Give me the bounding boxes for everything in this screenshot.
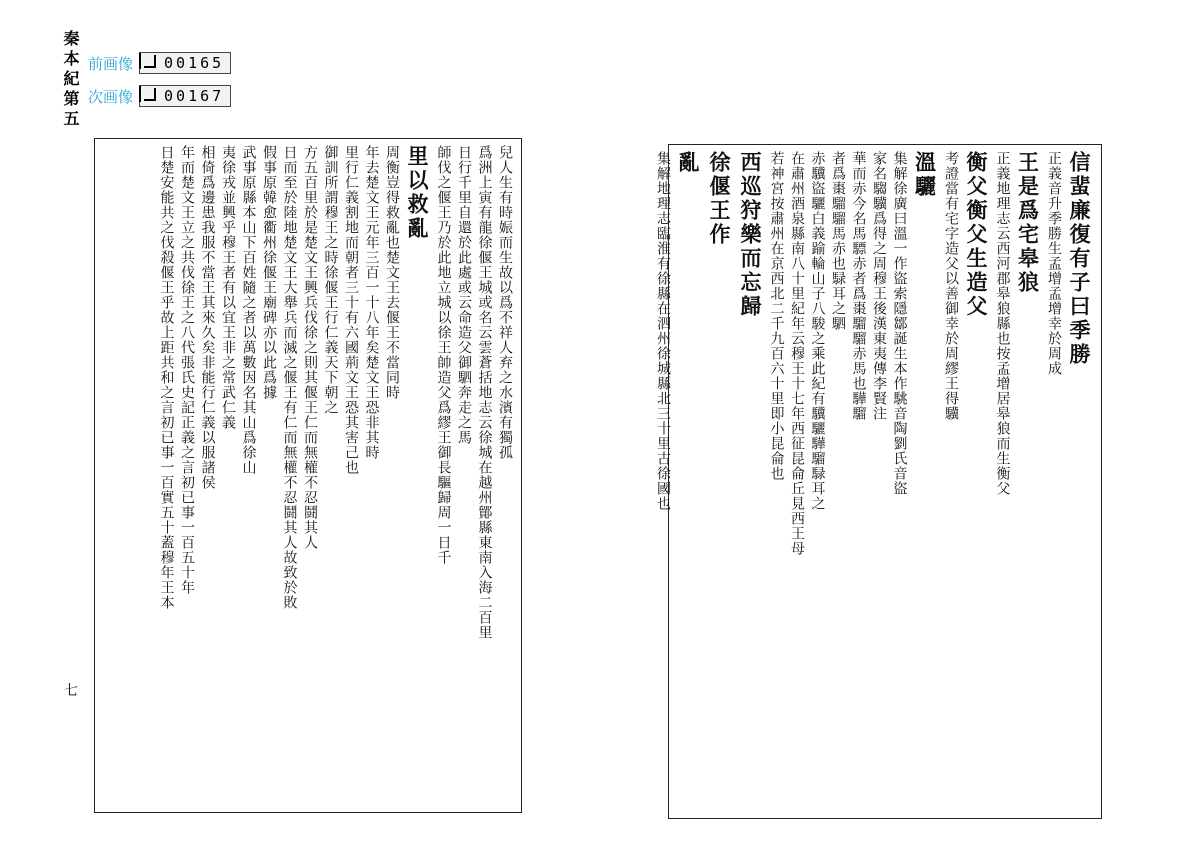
page-corner-icon xyxy=(144,88,156,101)
left-text-block xyxy=(101,145,515,806)
text-column: 年去楚文王元年三百一十八年矣楚文王恐非其時 xyxy=(363,145,380,460)
text-column: 西巡狩樂而忘歸 xyxy=(738,151,763,319)
text-column: 華而赤今名馬驃赤者爲棗騮騮赤馬也驊騮 xyxy=(850,151,867,421)
right-page-frame xyxy=(655,144,1102,819)
prev-image-link[interactable]: 前画像 xyxy=(88,54,134,73)
text-column: 信蜚廉復有子曰季勝 xyxy=(1067,151,1092,367)
text-column: 里以救亂 xyxy=(405,145,430,241)
text-column: 正義地理志云西河郡皋狼縣也按孟增居皋狼而生衡父 xyxy=(994,151,1011,496)
text-column: 爲洲上寅有龍徐偃王城或名云雲蒼括地志云徐城在越州鄮縣東南入海二百里 xyxy=(476,145,493,640)
text-column: 年而楚文王立之共伐徐王之八代張氏史記正義之言初已事一百五十年 xyxy=(179,145,195,595)
text-column: 家名騶驥爲得之周穆王後漢東夷傳李賢注 xyxy=(871,151,887,421)
text-column: 御訓所謂穆王之時徐偃王行仁義天下朝之 xyxy=(322,145,339,415)
text-column: 日楚安能共之伐殺偃王乎故上距共和之言初已事一百實五十蓋穆年王本 xyxy=(158,145,175,610)
next-image-row xyxy=(88,85,231,107)
left-folio: 七 xyxy=(64,683,78,699)
text-column: 衡父衡父生造父 xyxy=(964,151,989,319)
prev-page-number: 00165 xyxy=(164,54,225,72)
text-column: 者爲棗騮騮馬赤也騄耳之駟 xyxy=(830,151,846,331)
text-column: 若神宮按肅州在京西北二千九百六十里即小昆侖也 xyxy=(768,151,785,481)
text-column: 溫驪 xyxy=(912,151,938,199)
text-column: 兒人生有時娠而生故以爲不祥人弃之水濱有獨孤 xyxy=(497,145,513,460)
text-column: 里行仁義割地而朝者三十有六國荊文王恐其害己也 xyxy=(343,145,359,475)
text-column: 相倚爲邊患我服不當王其來久矣非能行仁義以服諸侯 xyxy=(199,145,216,490)
left-page xyxy=(82,138,542,828)
next-page-number: 00167 xyxy=(164,87,225,105)
left-margin-title: 秦本紀第五 xyxy=(61,30,80,130)
text-column: 在肅州酒泉縣南八十里紀年云穆王十七年西征昆侖丘見西王母 xyxy=(789,151,805,556)
text-column: 正義音升季勝生孟增孟增幸於周成 xyxy=(1046,151,1062,376)
left-page-frame xyxy=(94,138,522,813)
text-column: 徐偃王作 xyxy=(707,151,732,247)
text-column: 方五百里於是楚文王興兵伐徐之則其偃王仁而無權不忍鬪其人 xyxy=(302,145,318,550)
text-column: 夷徐戎並興乎穆王者有以宜王非之常武仁義 xyxy=(220,145,236,430)
next-image-link[interactable]: 次画像 xyxy=(88,87,134,106)
text-column: 假事原韓愈衢州徐偃王廟碑亦以此爲據 xyxy=(261,145,277,400)
text-column: 赤驥盜驪白義踰輪山子八駿之乘此紀有驥驪驊騮騄耳之 xyxy=(809,151,826,511)
text-column: 集解徐廣曰溫一作盜索隱鄒誕生本作駣音陶劉氏音盜 xyxy=(891,151,908,496)
text-column: 考證當有宅字造父以善御幸於周繆王得驥 xyxy=(943,151,959,421)
text-column: 師伐之偃王乃於此地立城以徐王帥造父爲繆王御長驅歸周一日千 xyxy=(435,145,452,565)
text-column: 集解地理志臨淮有徐縣在泗州徐城縣北三十里古徐國也 xyxy=(655,151,671,511)
right-page xyxy=(655,144,1120,834)
text-column: 日行千里自還於此處或云命造父御駟奔走之馬 xyxy=(456,145,472,445)
page-corner-icon xyxy=(144,55,156,68)
text-column: 亂 xyxy=(676,151,701,175)
right-text-block xyxy=(655,151,1095,812)
text-column: 周衡豈得救亂也楚文王去偃王不當同時 xyxy=(384,145,400,400)
prev-page-number-box[interactable] xyxy=(139,52,231,74)
next-page-number-box[interactable] xyxy=(139,85,231,107)
text-column: 王是爲宅皋狼 xyxy=(1015,151,1041,295)
prev-image-row xyxy=(88,52,231,74)
text-column: 武事原縣本山下百姓隨之者以萬數因名其山爲徐山 xyxy=(240,145,257,475)
text-column: 日而至於陸地楚文王大舉兵而滅之偃王有仁而無權不忍鬪其人故致於敗 xyxy=(281,145,298,610)
